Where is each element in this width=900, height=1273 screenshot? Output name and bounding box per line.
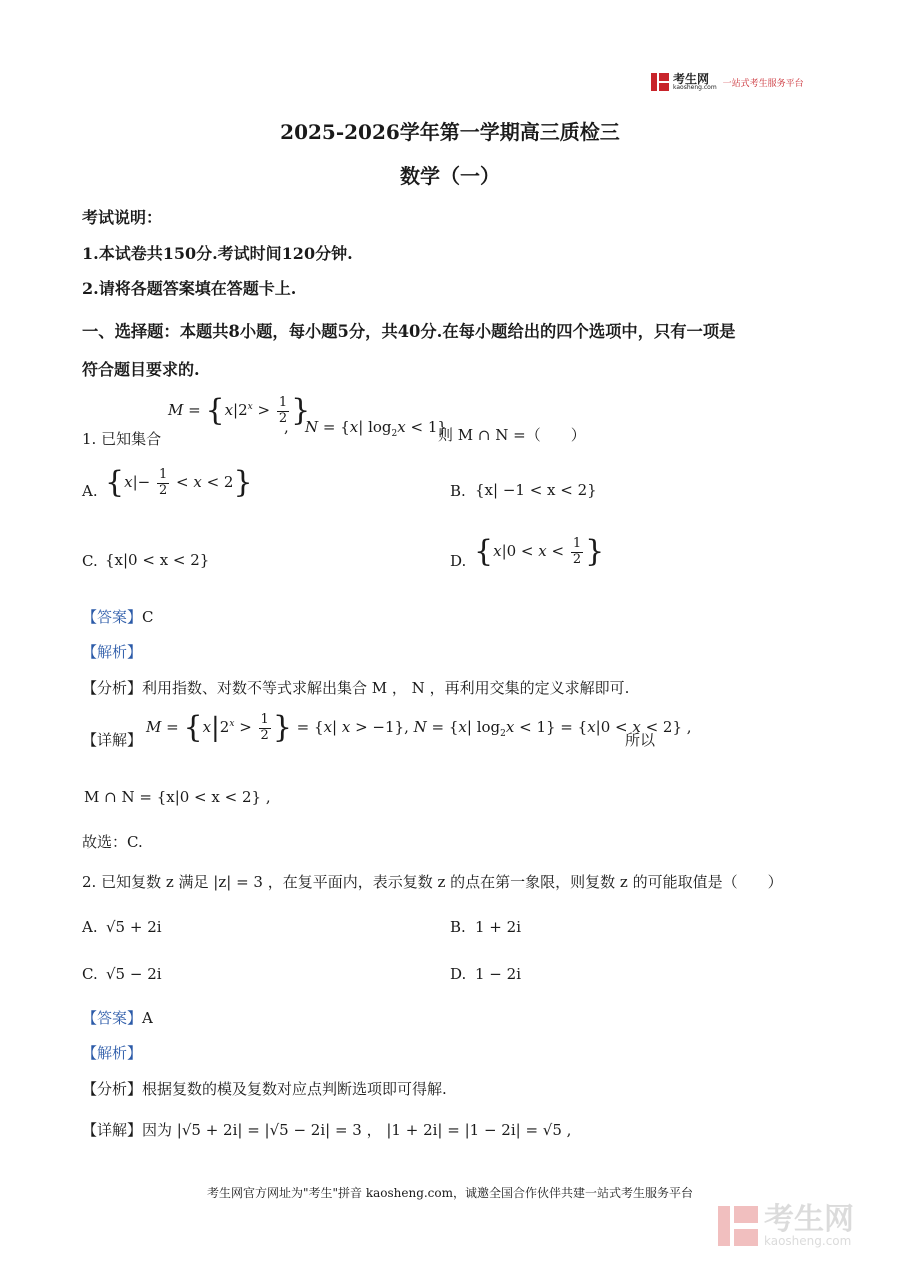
q2-option-d: 1 − 2i xyxy=(475,965,521,983)
q1-fenxi xyxy=(82,677,629,698)
watermark-logo-icon xyxy=(718,1206,758,1246)
instruction-item: 2.请将各题答案填在答题卡上. xyxy=(82,279,297,298)
answer-tag: 【答案】 xyxy=(82,608,143,626)
q1-option-b: {x| −1 < x < 2} xyxy=(475,481,597,499)
q1-detail-math: $M = \{x|2^x$ > $\frac{1}{2}$ } = {x| x > −1}, N = {x| $\log_2x < 1\} = \{x|0 < x < 2\}$ , xyxy=(146,710,692,745)
q1-option-d: {x|0 < x < $\frac{1}{2}$ } xyxy=(474,534,605,569)
q1-option-a-label: A. xyxy=(82,482,98,500)
watermark-name: 考生网 xyxy=(764,1202,854,1237)
q2-option-c: √5 − 2i xyxy=(106,965,162,983)
q1-conclusion: 故选：C. xyxy=(82,833,143,851)
fenxi-tag: 【分析】 xyxy=(82,1080,143,1098)
q2-stem: 2. 已知复数 z 满足 |z| = 3 ，在复平面内，表示复数 z 的点在第一象限，则复数 z 的可能取值是（ ） xyxy=(82,873,783,891)
fenxi-text: 利用指数、对数不等式求解出集合 M ， N ，再利用交集的定义求解即可. xyxy=(142,679,630,697)
q2-option-b-label: B. xyxy=(450,918,466,936)
detail-text: 因为 |√5 + 2i| = |√5 − 2i| = 3 ， |1 + 2i| = |1 − 2i| = √5 , xyxy=(142,1121,572,1139)
page-title: 2025-2026学年第一学期高三质检三 xyxy=(280,120,620,144)
answer-tag: 【答案】 xyxy=(82,1009,143,1027)
q2-option-a-label: A. xyxy=(82,918,98,936)
watermark-url: kaosheng.com xyxy=(764,1234,852,1248)
q2-option-c-label: C. xyxy=(82,965,98,983)
header-logo[interactable] xyxy=(651,73,804,91)
q1-detail-tag: 【详解】 xyxy=(82,731,143,749)
q2-option-d-label: D. xyxy=(450,965,467,983)
instructions-heading: 考试说明： xyxy=(82,208,163,227)
q1-analysis-tag: 【解析】 xyxy=(82,643,143,661)
q1-detail-tail: 所以 xyxy=(625,731,656,749)
q1-option-d-label: D. xyxy=(450,552,467,570)
brand-slogan: 一站式考生服务平台 xyxy=(722,78,804,89)
q1-answer xyxy=(82,606,154,627)
q2-option-b: 1 + 2i xyxy=(475,918,521,936)
answer-value: C xyxy=(142,608,154,626)
q1-set-n: N = {x| $\log_2x < 1$} xyxy=(305,418,447,439)
q2-option-a: √5 + 2i xyxy=(106,918,162,936)
q1-option-c-label: C. xyxy=(82,552,98,570)
q1-result: M ∩ N = {x|0 < x < 2} , xyxy=(84,788,271,806)
q1-stem-tail: 则 M ∩ N =（ ） xyxy=(438,426,586,444)
brand-logo-icon xyxy=(651,73,669,91)
detail-tag: 【详解】 xyxy=(82,1121,143,1139)
q1-option-c: {x|0 < x < 2} xyxy=(105,551,210,569)
q2-answer xyxy=(82,1007,153,1028)
fenxi-text: 根据复数的模及复数对应点判断选项即可得解. xyxy=(142,1080,447,1098)
watermark xyxy=(718,1202,854,1248)
q1-option-a: {x|− $\frac{1}{2}$ < x < 2} xyxy=(105,465,253,500)
section-heading-cont: 符合题目要求的. xyxy=(82,360,200,379)
fenxi-tag: 【分析】 xyxy=(82,679,143,697)
q2-fenxi xyxy=(82,1078,447,1099)
brand-url: kaosheng.com xyxy=(673,84,717,91)
answer-value: A xyxy=(142,1009,153,1027)
page-subtitle: 数学（一） xyxy=(400,164,500,188)
section-heading: 一、选择题：本题共8小题，每小题5分，共40分.在每小题给出的四个选项中，只有一项是 xyxy=(82,322,736,341)
q1-option-b-label: B. xyxy=(450,482,466,500)
instruction-item: 1.本试卷共150分.考试时间120分钟. xyxy=(82,244,353,263)
q1-prefix: 1. 已知集合 xyxy=(82,430,162,448)
q2-analysis-tag: 【解析】 xyxy=(82,1044,143,1062)
q1-set-m: $M = \{x|2^x$ > $\frac{1}{2}$ } xyxy=(168,393,311,428)
q2-detail xyxy=(82,1119,571,1140)
q1-comma: , xyxy=(284,418,289,436)
page-footer: 考生网官方网址为"考生"拼音 kaosheng.com，诚邀全国合作伙伴共建一站式考生服务平台 xyxy=(206,1186,694,1200)
brand-name: 考生网 xyxy=(673,72,710,86)
